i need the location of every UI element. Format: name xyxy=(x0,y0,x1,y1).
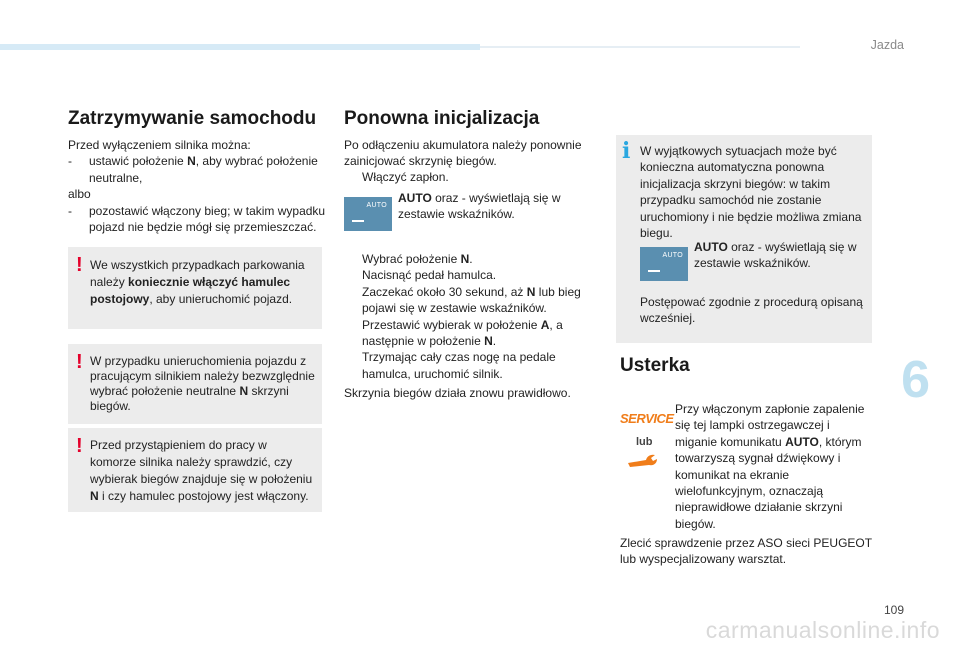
fault-text: Przy włączonym zapłonie zapalenie się tej lampki ostrzegawczej i miganie komunikatu AUTO, którym towarzyszą sygnał dźwiękowy i komunikat na ekranie wielofunkcyjnym, oznaczają nieprawidłowe działanie skrzyni biegów. xyxy=(675,402,865,531)
warning-icon: ! xyxy=(76,351,83,373)
step-item: Wybrać położenie N. xyxy=(362,252,473,266)
col1-albo: albo xyxy=(68,187,91,202)
step-item: Przestawić wybierak w położenie A, a następnie w położenie N. xyxy=(362,317,563,349)
header-bar-thin xyxy=(480,46,800,48)
info-outro: Postępować zgodnie z procedurą opisaną wcześniej. xyxy=(640,295,863,326)
service-icon: SERVICE xyxy=(620,411,674,426)
step-item: Nacisnąć pedał hamulca. xyxy=(362,268,497,283)
step-item: Zaczekać około 30 sekund, aż N lub bieg pojawi się w zestawie wskaźników. xyxy=(362,284,581,316)
col1-dash-list-2 xyxy=(68,203,330,236)
warning-box-2 xyxy=(68,344,322,424)
wrench-icon xyxy=(626,452,660,470)
section-title: Jazda xyxy=(870,38,904,52)
col2-intro: Po odłączeniu akumulatora należy ponownie zainicjować skrzynię biegów. xyxy=(344,138,582,169)
watermark: carmanualsonline.info xyxy=(705,617,940,643)
col1-dash-item: - ustawić położenie N, aby wybrać położenie neutralne, xyxy=(68,154,318,185)
auto-indicator-icon: AUTO xyxy=(640,247,688,281)
auto-indicator-icon: AUTO xyxy=(344,197,392,231)
step-item: Włączyć zapłon. xyxy=(362,170,449,184)
fault-outro: Zlecić sprawdzenie przez ASO sieci PEUGEOT lub wyspecjalizowany warsztat. xyxy=(620,536,872,567)
col2-auto-text: AUTO oraz - wyświetlają się w zestawie wskaźników. xyxy=(398,191,561,222)
step-item: Trzymając cały czas nogę na pedale hamulca, uruchomić silnik. xyxy=(362,350,556,381)
info-auto-text: AUTO oraz - wyświetlają się w zestawie wskaźników. xyxy=(694,240,857,271)
col2-step-list-2 xyxy=(344,251,596,382)
warning-icon: ! xyxy=(76,435,83,457)
col2-outro: Skrzynia biegów działa znowu prawidłowo. xyxy=(344,386,571,400)
warning-text-3: Przed przystąpieniem do pracy w komorze silnika należy sprawdzić, czy wybierak biegów znajduje się w położeniu N i czy hamulec postojowy jest włączony. xyxy=(90,438,313,503)
page-number: 109 xyxy=(883,603,904,617)
col1-dash-item: - pozostawić włączony bieg; w takim wypadku pojazd nie będzie mógł się przemieszczać. xyxy=(68,203,326,235)
header-bar xyxy=(0,44,480,50)
col2-title: Ponowna inicjalizacja xyxy=(344,108,540,129)
warning-text-2: W przypadku unieruchomienia pojazdu z pracującym silnikiem należy bezwzględnie wybrać położenie neutralne N skrzyni biegów. xyxy=(90,354,315,413)
info-box xyxy=(616,135,872,343)
info-text: W wyjątkowych sytuacjach może być konieczna automatyczna ponowna inicjalizacja skrzyni biegów: w takim przypadku samochód nie zostanie uruchomiony i nie będzie możliwa zmiana biegu. xyxy=(640,144,862,241)
lub-label: lub xyxy=(636,436,653,448)
chapter-number: 6 xyxy=(901,351,930,409)
warning-box-1 xyxy=(68,247,322,329)
info-icon: i xyxy=(622,138,631,164)
fault-title: Usterka xyxy=(620,355,690,376)
col1-body xyxy=(68,137,330,235)
warning-text-1: We wszystkich przypadkach parkowania należy koniecznie włączyć hamulec postojowy, aby unieruchomić pojazd. xyxy=(90,258,305,306)
warning-box-3 xyxy=(68,428,322,512)
col1-title: Zatrzymywanie samochodu xyxy=(68,108,317,129)
col1-dash-list xyxy=(68,153,330,186)
col1-intro: Przed wyłączeniem silnika można: xyxy=(68,138,251,152)
warning-icon: ! xyxy=(76,254,83,276)
col2-step-list-1 xyxy=(344,169,596,185)
